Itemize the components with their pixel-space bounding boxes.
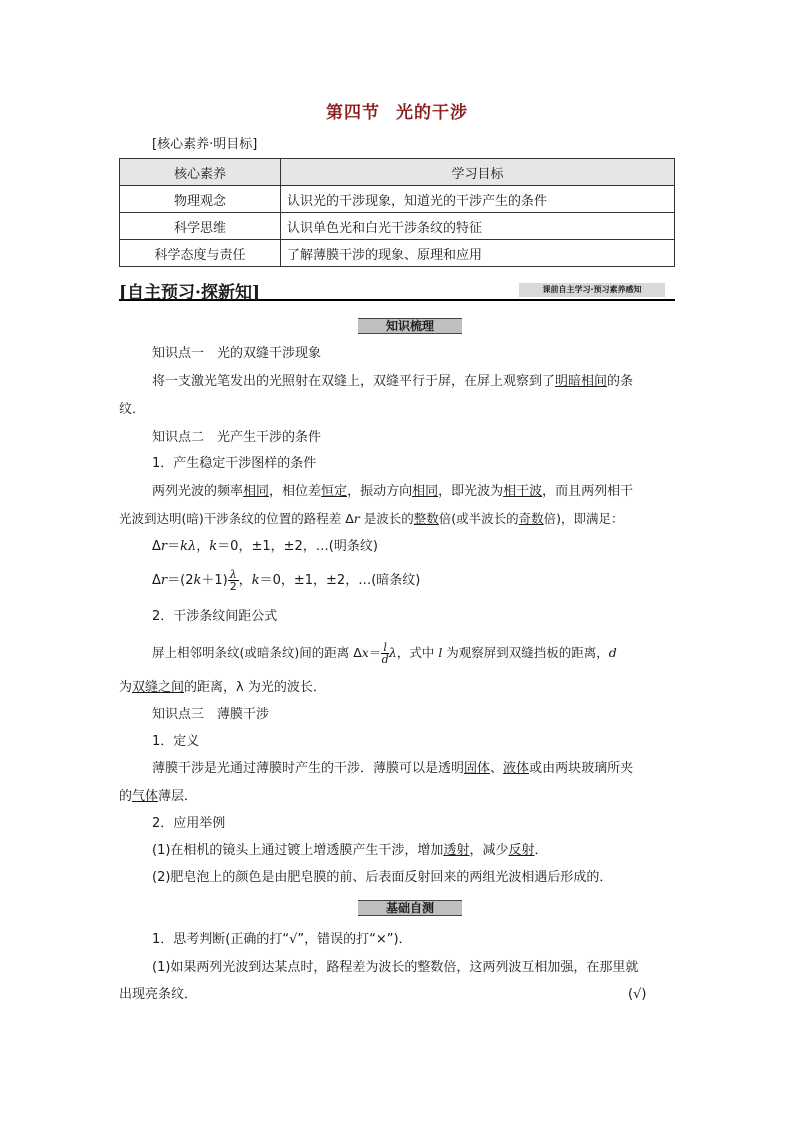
table-row — [120, 240, 675, 267]
spacing-formula-line: 屏上相邻明条纹(或暗条纹)间的距离 Δx＝ $\frac{l}{d}$ λ，式中 l 为观察屏到双缝挡板的距离，d — [152, 641, 617, 666]
section-heading: [自主预习·探新知] — [119, 283, 261, 303]
table-header-row — [120, 159, 675, 186]
banner-self-test: 基础自测 — [358, 900, 462, 916]
table-cell: 科学思维 — [120, 213, 281, 240]
answer-mark: (√) — [628, 987, 647, 1002]
page-title — [0, 98, 794, 123]
kp3-example-2: (2)肥皂泡上的颜色是由肥皂膜的前、后表面反射回来的两组光波相遇后形成的． — [152, 870, 613, 885]
kp2-sub1: 1．产生稳定干涉图样的条件 — [152, 456, 317, 471]
kp3-heading: 知识点三 薄膜干涉 — [152, 707, 270, 722]
table-cell: 了解薄膜干涉的现象、原理和应用 — [281, 240, 675, 267]
fraction: $\frac{l}{d}$ — [381, 641, 389, 666]
kp2-line: 光波到达明(暗)干涉条纹的位置的路程差 Δr 是波长的整数倍(或半波长的奇数倍)，即满足： — [119, 511, 624, 526]
kp3-example-1: (1)在相机的镜头上通过镀上增透膜产生干涉，增加透射，减少反射． — [152, 843, 548, 858]
goals-table — [119, 158, 675, 267]
table-cell: 认识单色光和白光干涉条纹的特征 — [281, 213, 675, 240]
kp3-sub2: 2．应用举例 — [152, 816, 226, 831]
table-cell: 科学态度与责任 — [120, 240, 281, 267]
section-number: 第四节 — [326, 103, 380, 123]
kp3-sub1: 1．定义 — [152, 734, 200, 749]
kp1-line: 纹． — [119, 402, 146, 417]
kp2-sub2: 2．干涉条纹间距公式 — [152, 609, 278, 624]
kp2-line: 为双缝之间的距离，λ 为光的波长． — [119, 680, 326, 695]
fraction: $\frac{\lambda}{2}$ — [229, 568, 237, 593]
kp1-heading: 知识点一 光的双缝干涉现象 — [152, 346, 322, 361]
kp2-line: 两列光波的频率相同，相位差恒定，振动方向相同，即光波为相干波，而且两列相干 — [152, 484, 634, 499]
question-1: 1．思考判断(正确的打“√”，错误的打“×”)． — [152, 932, 412, 947]
table-row — [120, 186, 675, 213]
kp3-line: 薄膜干涉是光通过薄膜时产生的干涉．薄膜可以是透明固体、液体或由两块玻璃所夹 — [152, 761, 634, 776]
core-literacy-label: [核心素养·明目标] — [152, 137, 258, 152]
section-name: 光的干涉 — [396, 103, 468, 123]
table-cell: 认识光的干涉现象，知道光的干涉产生的条件 — [281, 186, 675, 213]
banner-knowledge: 知识梳理 — [358, 318, 462, 334]
kp1-line: 将一支激光笔发出的光照射在双缝上，双缝平行于屏，在屏上观察到了明暗相间的条 — [152, 374, 634, 389]
table-header: 学习目标 — [281, 159, 675, 186]
table-header: 核心素养 — [120, 159, 281, 186]
formula-bright: Δr＝kλ，k＝0，±1，±2，…(明条纹) — [152, 539, 378, 554]
kp3-line: 的气体薄层． — [119, 789, 198, 804]
kp2-heading: 知识点二 光产生干涉的条件 — [152, 430, 322, 445]
question-1-item: 出现亮条纹． — [119, 987, 198, 1002]
formula-dark: Δr＝(2k＋1) $\frac{\lambda}{2}$ ，k＝0，±1，±2，…(暗条纹) — [152, 568, 421, 593]
section-tag: 课前自主学习·预习素养感知 — [519, 283, 665, 297]
table-cell: 物理观念 — [120, 186, 281, 213]
table-row — [120, 213, 675, 240]
question-1-item: (1)如果两列光波到达某点时，路程差为波长的整数倍，这两列波互相加强，在那里就 — [152, 960, 639, 975]
